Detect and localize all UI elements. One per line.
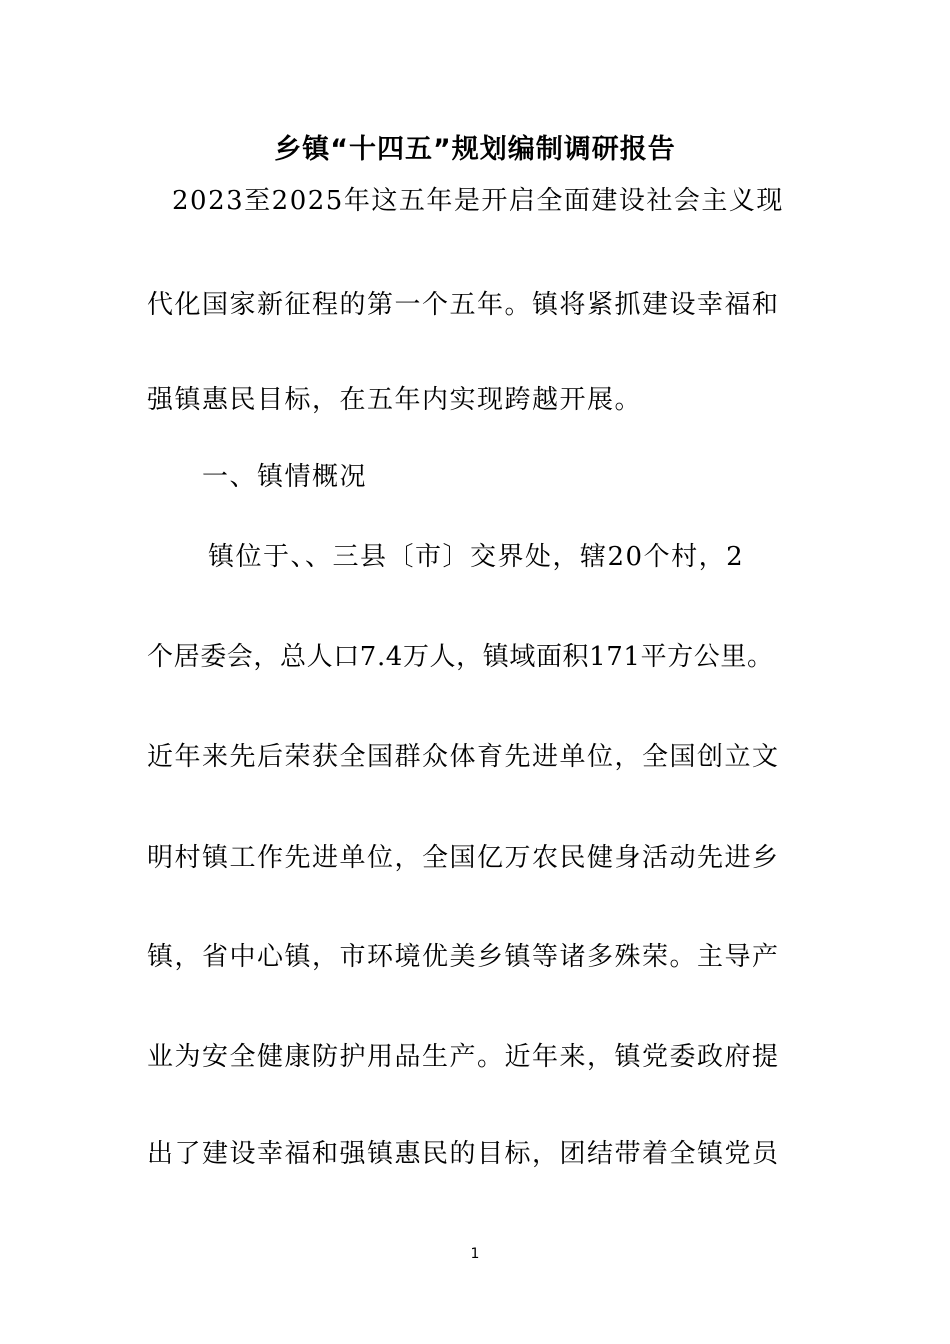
paragraph-line: 镇位于、、三县〔市〕交界处，辖20个村，2 <box>208 542 745 572</box>
paragraph-line: 出了建设幸福和强镇惠民的目标，团结带着全镇党员 <box>147 1139 780 1169</box>
paragraph-line: 镇，省中心镇，市环境优美乡镇等诸多殊荣。主导产 <box>147 942 780 972</box>
paragraph-line: 明村镇工作先进单位，全国亿万农民健身活动先进乡 <box>147 843 780 873</box>
paragraph-line: 强镇惠民目标，在五年内实现跨越开展。 <box>147 385 643 415</box>
paragraph-line: 业为安全健康防护用品生产。近年来，镇党委政府提 <box>147 1042 780 1072</box>
paragraph-line: 2023至2025年这五年是开启全面建设社会主义现 <box>172 186 784 216</box>
paragraph-line: 代化国家新征程的第一个五年。镇将紧抓建设幸福和 <box>147 290 780 320</box>
document-title: 乡镇“十四五”规划编制调研报告 <box>274 134 676 165</box>
section-heading: 一、镇情概况 <box>202 462 368 492</box>
paragraph-line: 近年来先后荣获全国群众体育先进单位，全国创立文 <box>147 742 780 772</box>
page-number: 1 <box>470 1246 480 1262</box>
paragraph-line: 个居委会，总人口7.4万人，镇域面积171平方公里。 <box>147 642 774 672</box>
